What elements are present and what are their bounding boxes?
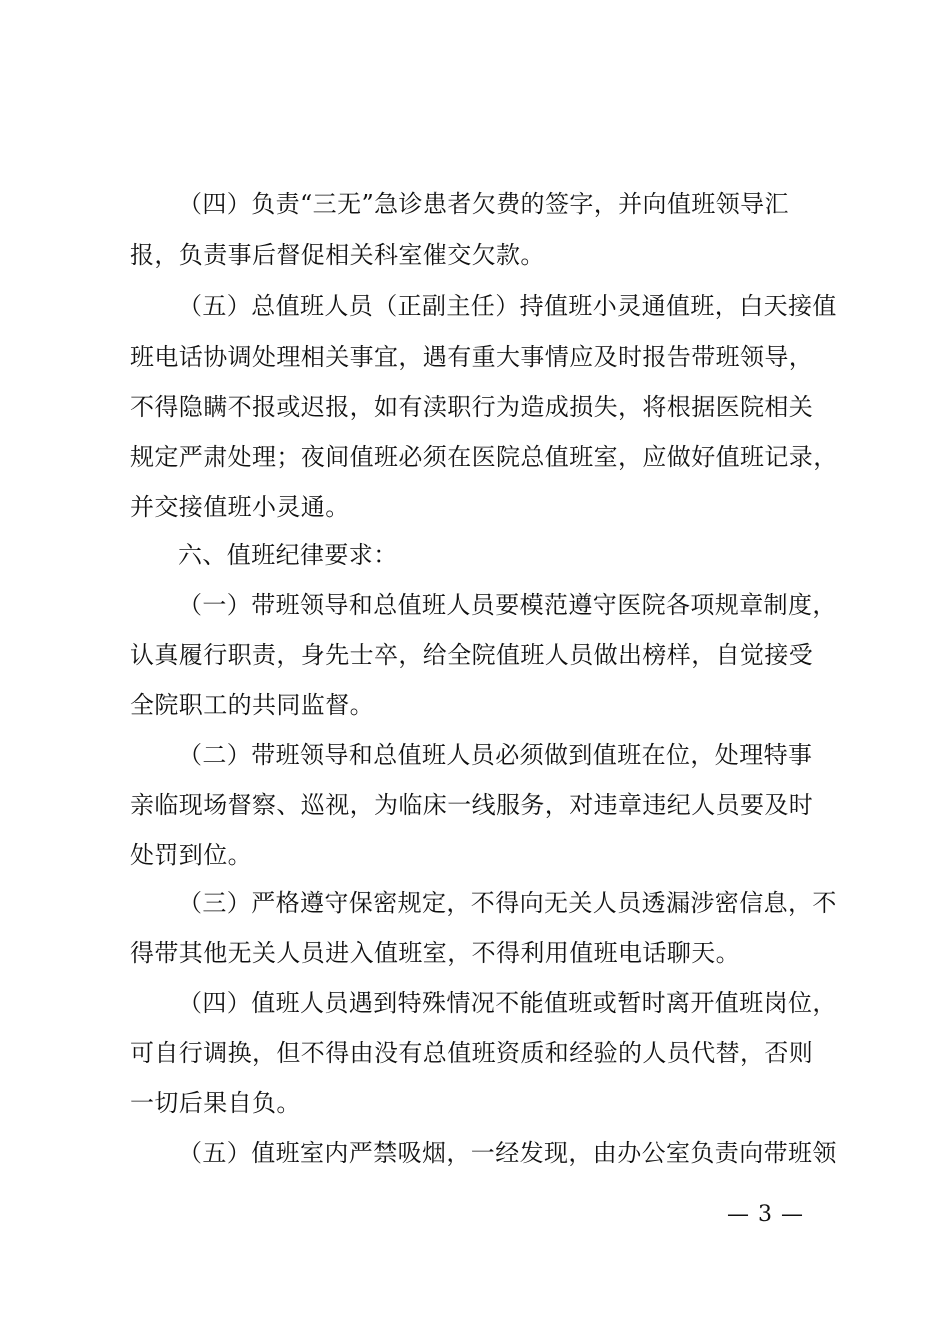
- text-line: 处罚到位。: [130, 841, 252, 869]
- text-line: （一）带班领导和总值班人员要模范遵守医院各项规章制度，: [178, 591, 837, 619]
- text-line: （三）严格遵守保密规定，不得向无关人员透漏涉密信息，不: [178, 889, 837, 917]
- text-line: 可自行调换，但不得由没有总值班资质和经验的人员代替，否则: [130, 1039, 814, 1067]
- text-line: 认真履行职责，身先士卒，给全院值班人员做出榜样，自觉接受: [130, 641, 814, 669]
- text-line: 亲临现场督察、巡视，为临床一线服务，对违章违纪人员要及时: [130, 791, 814, 819]
- text-line: 班电话协调处理相关事宜，遇有重大事情应及时报告带班领导，: [130, 343, 814, 371]
- text-line: 不得隐瞒不报或迟报，如有渎职行为造成损失，将根据医院相关: [130, 393, 814, 421]
- text-line: （五）值班室内严禁吸烟，一经发现，由办公室负责向带班领: [178, 1139, 837, 1167]
- text-line: （二）带班领导和总值班人员必须做到值班在位，处理特事: [178, 741, 813, 769]
- text-line: 报，负责事后督促相关科室催交欠款。: [130, 241, 545, 269]
- text-line: 一切后果自负。: [130, 1089, 301, 1117]
- text-line: 规定严肃处理；夜间值班必须在医院总值班室，应做好值班记录，: [130, 443, 838, 471]
- text-line: （四）负责“三无”急诊患者欠费的签字，并向值班领导汇: [178, 190, 789, 218]
- section-heading: 六、值班纪律要求：: [178, 541, 398, 569]
- text-line: 并交接值班小灵通。: [130, 493, 350, 521]
- page-number: — 3 —: [727, 1202, 804, 1227]
- text-line: 得带其他无关人员进入值班室，不得利用值班电话聊天。: [130, 939, 740, 967]
- text-line: （五）总值班人员（正副主任）持值班小灵通值班，白天接值: [178, 292, 837, 320]
- text-line: （四）值班人员遇到特殊情况不能值班或暂时离开值班岗位，: [178, 989, 837, 1017]
- text-line: 全院职工的共同监督。: [130, 691, 374, 719]
